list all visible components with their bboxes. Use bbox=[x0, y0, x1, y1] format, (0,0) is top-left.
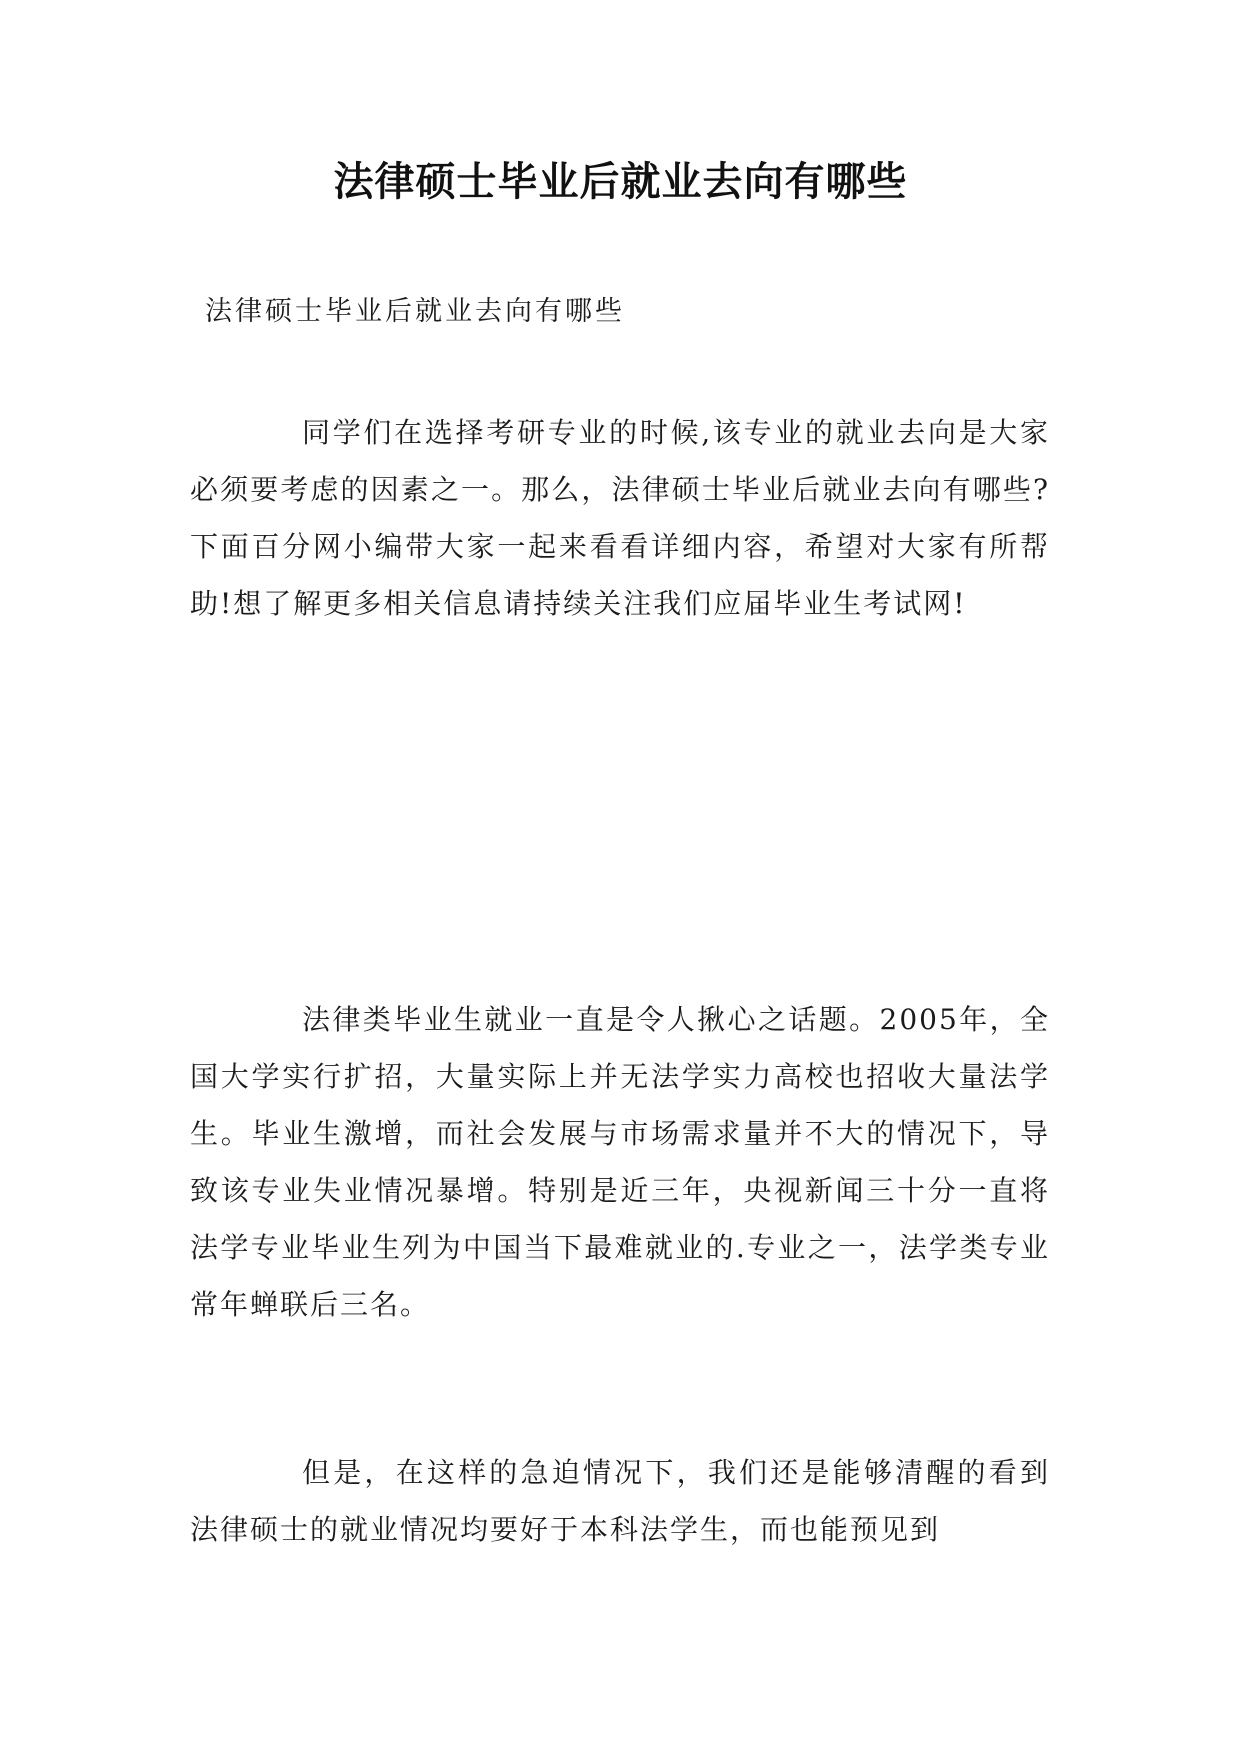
paragraph-outlook: 但是，在这样的急迫情况下，我们还是能够清醒的看到法律硕士的就业情况均要好于本科法学生，而也能预见到 bbox=[190, 1456, 1050, 1546]
paragraph-intro: 同学们在选择考研专业的时候,该专业的就业去向是大家必须要考虑的因素之一。那么，法律硕士毕业后就业去向有哪些?下面百分网小编带大家一起来看看详细内容，希望对大家有所帮助!想了解更多相关信息请持续关注我们应届毕业生考试网! bbox=[190, 416, 1050, 620]
document-title: 法律硕士毕业后就业去向有哪些 bbox=[333, 158, 908, 205]
document-subtitle: 法律硕士毕业后就业去向有哪些 bbox=[205, 296, 625, 327]
paragraph-employment-issue: 法律类毕业生就业一直是令人揪心之话题。2005年，全国大学实行扩招，大量实际上并无法学实力高校也招收大量法学生。毕业生激增，而社会发展与市场需求量并不大的情况下，导致该专业失业情况暴增。特别是近三年，央视新闻三十分一直将法学专业毕业生列为中国当下最难就业的.专业之一，法学类专业常年蝉联后三名。 bbox=[190, 1003, 1050, 1321]
